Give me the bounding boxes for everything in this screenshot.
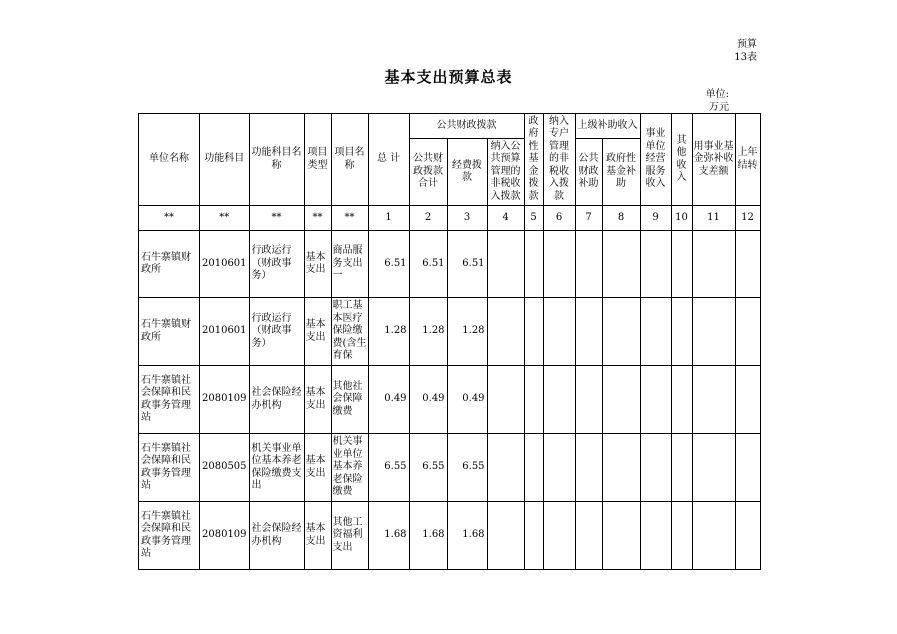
row-item: 其他社会保障缴费 [331, 366, 368, 434]
row-total: 1.68 [368, 502, 409, 570]
row-type: 基本支出 [304, 298, 331, 366]
empty-cell [640, 502, 671, 570]
table-row [139, 434, 761, 502]
header-expense-fund: 经费拨款 [447, 139, 487, 206]
index-cell: ** [200, 206, 250, 231]
row-func-name: 社会保险经办机构 [249, 502, 304, 570]
row-total: 6.51 [368, 231, 409, 298]
row-unit-name: 石牛寨镇财政所 [139, 231, 200, 298]
index-cell: 8 [602, 206, 640, 231]
row-func-name: 行政运行（财政事务） [249, 231, 304, 298]
empty-cell [524, 502, 543, 570]
empty-cell [543, 502, 575, 570]
row-total: 6.55 [368, 434, 409, 502]
empty-cell [671, 434, 692, 502]
table-number-line2: 13表 [734, 52, 757, 63]
empty-cell [602, 231, 640, 298]
empty-cell [487, 434, 524, 502]
header-public-finance-subsidy: 公共财政补助 [575, 139, 602, 206]
row-code: 2080109 [200, 366, 250, 434]
empty-cell [575, 502, 602, 570]
row-total: 0.49 [368, 366, 409, 434]
empty-cell [524, 298, 543, 366]
empty-cell [543, 434, 575, 502]
page-title: 基本支出预算总表 [384, 68, 513, 86]
empty-cell [692, 231, 735, 298]
index-cell: ** [331, 206, 368, 231]
empty-cell [543, 231, 575, 298]
empty-cell [735, 366, 760, 434]
empty-cell [640, 298, 671, 366]
header-business-income: 事业单位经营服务收入 [640, 114, 671, 206]
row-unit-name: 石牛寨镇财政所 [139, 298, 200, 366]
row-public-total: 6.55 [409, 434, 447, 502]
row-public-total: 0.49 [409, 366, 447, 434]
row-unit-name: 石牛寨镇社会保障和民政事务管理站 [139, 434, 200, 502]
empty-cell [671, 298, 692, 366]
empty-cell [735, 231, 760, 298]
index-cell: ** [249, 206, 304, 231]
table-row [139, 366, 761, 434]
row-public-total: 1.28 [409, 298, 447, 366]
header-func-name: 功能科目名称 [249, 114, 304, 206]
empty-cell [602, 502, 640, 570]
empty-cell [640, 434, 671, 502]
row-code: 2010601 [200, 298, 250, 366]
empty-cell [487, 366, 524, 434]
header-gov-fund: 政府性基金拨款 [524, 114, 543, 206]
empty-cell [524, 366, 543, 434]
header-superior-subsidy: 上级补助收入 [575, 114, 640, 139]
table-row [139, 298, 761, 366]
header-public-finance: 公共财政拨款 [409, 114, 524, 139]
table-row [139, 231, 761, 298]
header-func-code: 功能科目 [200, 114, 250, 206]
index-cell: 2 [409, 206, 447, 231]
row-item: 其他工资福利支出 [331, 502, 368, 570]
unit-label [706, 88, 729, 114]
header-special-nontax: 纳入专户管理的非税收入拨款 [543, 114, 575, 206]
table-row [139, 502, 761, 570]
header-item-type: 项目类型 [304, 114, 331, 206]
row-code: 2080505 [200, 434, 250, 502]
index-cell: 6 [543, 206, 575, 231]
row-expense: 1.28 [447, 298, 487, 366]
row-func-name: 社会保险经办机构 [249, 366, 304, 434]
empty-cell [692, 298, 735, 366]
row-unit-name: 石牛寨镇社会保障和民政事务管理站 [139, 366, 200, 434]
row-public-total: 1.68 [409, 502, 447, 570]
index-cell: 3 [447, 206, 487, 231]
unit-label-line1: 单位: [705, 89, 729, 100]
row-func-name: 行政运行（财政事务） [249, 298, 304, 366]
row-expense: 6.55 [447, 434, 487, 502]
empty-cell [543, 366, 575, 434]
empty-cell [671, 231, 692, 298]
empty-cell [640, 366, 671, 434]
row-item: 职工基本医疗保险缴费(含生育保 [331, 298, 368, 366]
row-code: 2010601 [200, 231, 250, 298]
header-public-finance-total: 公共财政拨款合计 [409, 139, 447, 206]
index-row [139, 206, 761, 231]
index-cell: 1 [368, 206, 409, 231]
index-cell: 4 [487, 206, 524, 231]
index-cell: 7 [575, 206, 602, 231]
empty-cell [735, 298, 760, 366]
unit-label-line2: 万元 [709, 102, 729, 113]
index-cell: 9 [640, 206, 671, 231]
empty-cell [543, 298, 575, 366]
index-cell: ** [139, 206, 200, 231]
row-expense: 1.68 [447, 502, 487, 570]
empty-cell [602, 298, 640, 366]
empty-cell [735, 434, 760, 502]
row-type: 基本支出 [304, 366, 331, 434]
empty-cell [602, 434, 640, 502]
row-expense: 6.51 [447, 231, 487, 298]
empty-cell [735, 502, 760, 570]
row-unit-name: 石牛寨镇社会保障和民政事务管理站 [139, 502, 200, 570]
header-item-name: 项目名称 [331, 114, 368, 206]
empty-cell [487, 502, 524, 570]
empty-cell [487, 298, 524, 366]
header-total: 总 计 [368, 114, 409, 206]
index-cell: 5 [524, 206, 543, 231]
header-fund-balance: 用事业基金弥补收支差额 [692, 114, 735, 206]
empty-cell [692, 366, 735, 434]
header-budget-nontax: 纳入公共预算管理的非税收入拨款 [487, 139, 524, 206]
empty-cell [671, 366, 692, 434]
empty-cell [640, 231, 671, 298]
row-total: 1.28 [368, 298, 409, 366]
row-type: 基本支出 [304, 434, 331, 502]
empty-cell [671, 502, 692, 570]
empty-cell [575, 366, 602, 434]
row-type: 基本支出 [304, 231, 331, 298]
row-item: 机关事业单位基本养老保险缴费 [331, 434, 368, 502]
index-cell: 10 [671, 206, 692, 231]
budget-table [138, 113, 761, 570]
row-type: 基本支出 [304, 502, 331, 570]
index-cell: ** [304, 206, 331, 231]
empty-cell [524, 434, 543, 502]
table-number [734, 38, 757, 64]
row-item: 商品服务支出一 [331, 231, 368, 298]
empty-cell [524, 231, 543, 298]
index-cell: 12 [735, 206, 760, 231]
empty-cell [692, 434, 735, 502]
empty-cell [602, 366, 640, 434]
header-other-income: 其他收入 [671, 114, 692, 206]
empty-cell [692, 502, 735, 570]
table-number-line1: 预算 [737, 39, 757, 50]
header-carryover: 上年结转 [735, 114, 760, 206]
empty-cell [487, 231, 524, 298]
empty-cell [575, 231, 602, 298]
header-unit-name: 单位名称 [139, 114, 200, 206]
row-code: 2080109 [200, 502, 250, 570]
empty-cell [575, 434, 602, 502]
row-public-total: 6.51 [409, 231, 447, 298]
index-cell: 11 [692, 206, 735, 231]
row-func-name: 机关事业单位基本养老保险缴费支出 [249, 434, 304, 502]
header-gov-fund-subsidy: 政府性基金补助 [602, 139, 640, 206]
row-expense: 0.49 [447, 366, 487, 434]
empty-cell [575, 298, 602, 366]
